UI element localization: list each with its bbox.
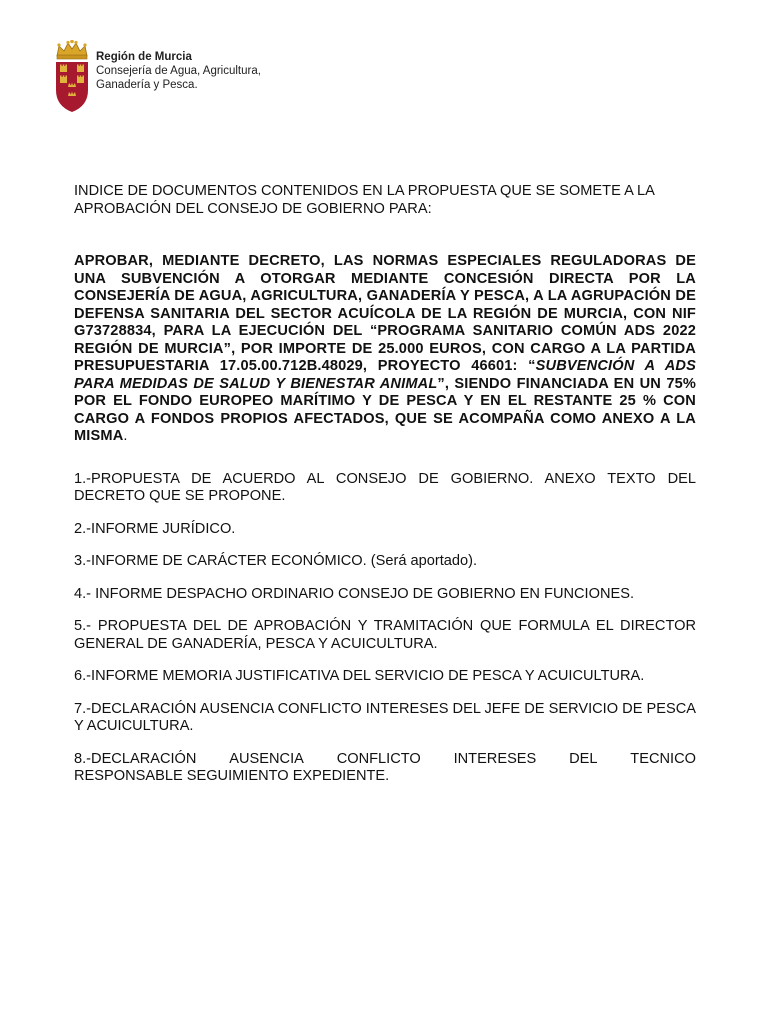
region-crest-logo <box>52 40 92 114</box>
document-item-8-line-1 <box>74 751 696 769</box>
document-list <box>74 471 696 786</box>
document-item-8-word: INTERESES <box>453 750 537 767</box>
document-item-7: 7.-DECLARACIÓN AUSENCIA CONFLICTO INTERESES DEL JEFE DE SERVICIO DE PESCA Y ACUICULTURA. <box>74 700 696 734</box>
organization-name: Región de Murcia <box>96 51 192 63</box>
document-item-4: 4.- INFORME DESPACHO ORDINARIO CONSEJO DE GOBIERNO EN FUNCIONES. <box>74 585 635 602</box>
subject-text-part-1: APROBAR, MEDIANTE DECRETO, LAS NORMAS ESPECIALES REGULADORAS DE UNA SUBVENCIÓN A OTORGAR MEDIANTE CONCESIÓN DIRECTA POR LA CONSEJERÍA DE AGUA, AGRICULTURA, GANADERÍA Y PESCA, A LA AGRUPACIÓN DE DEFENSA SANITARIA DEL SECTOR ACUÍCOLA DE LA REGIÓN DE MURCIA, CON NIF G73728834, PARA LA EJECUCIÓN DEL “PROGRAMA SANITARIO COMÚN ADS 2022 REGIÓN DE MURCIA”, POR IMPORTE DE 25.000 EUROS, CON CARGO A LA PARTIDA PRESUPUESTARIA 17.05.00.712B.48029, PROYECTO 46601: “ <box>74 253 696 374</box>
document-item-8-word: AUSENCIA <box>229 750 304 767</box>
shield-icon <box>56 62 88 112</box>
document-body <box>74 183 696 801</box>
document-item-8-word: 8.-DECLARACIÓN <box>74 750 197 767</box>
subject-end-period: . <box>123 428 128 444</box>
document-item-6: 6.-INFORME MEMORIA JUSTIFICATIVA DEL SERVICIO DE PESCA Y ACUICULTURA. <box>74 668 645 684</box>
document-item-3: 3.-INFORME DE CARÁCTER ECONÓMICO. (Será aportado). <box>74 553 478 569</box>
document-item-8-line-2: RESPONSABLE SEGUIMIENTO EXPEDIENTE. <box>74 768 390 784</box>
department-line-2: Ganadería y Pesca. <box>96 79 198 91</box>
letterhead <box>52 40 261 114</box>
document-item-8-word: CONFLICTO <box>336 750 421 767</box>
document-item-1: 1.-PROPUESTA DE ACUERDO AL CONSEJO DE GOBIERNO. ANEXO TEXTO DEL DECRETO QUE SE PROPONE. <box>74 470 696 504</box>
document-item-8 <box>74 751 696 786</box>
subject-text-part-2: ”, SIENDO FINANCIADA EN UN 75% POR EL FONDO EUROPEO MARÍTIMO Y DE PESCA Y EN EL RESTANTE 25 % CON CARGO A FONDOS PROPIOS AFECTADOS, QUE SE ACOMPAÑA COMO ANEXO A LA MISMA <box>74 375 696 444</box>
document-item-2: 2.-INFORME JURÍDICO. <box>74 520 236 537</box>
proposal-subject <box>74 253 696 446</box>
organization-block <box>96 50 261 92</box>
document-item-8-word: DEL <box>569 750 598 767</box>
crown-icon <box>57 40 87 59</box>
subject-project-title: SUBVENCIÓN A ADS PARA MEDIDAS DE SALUD Y BIENESTAR ANIMAL <box>74 358 696 392</box>
document-item-8-word: TECNICO <box>630 750 696 767</box>
department-line-1: Consejería de Agua, Agricultura, <box>96 65 261 77</box>
document-item-5: 5.- PROPUESTA DEL DE APROBACIÓN Y TRAMITACIÓN QUE FORMULA EL DIRECTOR GENERAL DE GANADERÍA, PESCA Y ACUICULTURA. <box>74 618 696 652</box>
index-heading: INDICE DE DOCUMENTOS CONTENIDOS EN LA PROPUESTA QUE SE SOMETE A LA APROBACIÓN DEL CONSEJO DE GOBIERNO PARA: <box>74 183 655 217</box>
